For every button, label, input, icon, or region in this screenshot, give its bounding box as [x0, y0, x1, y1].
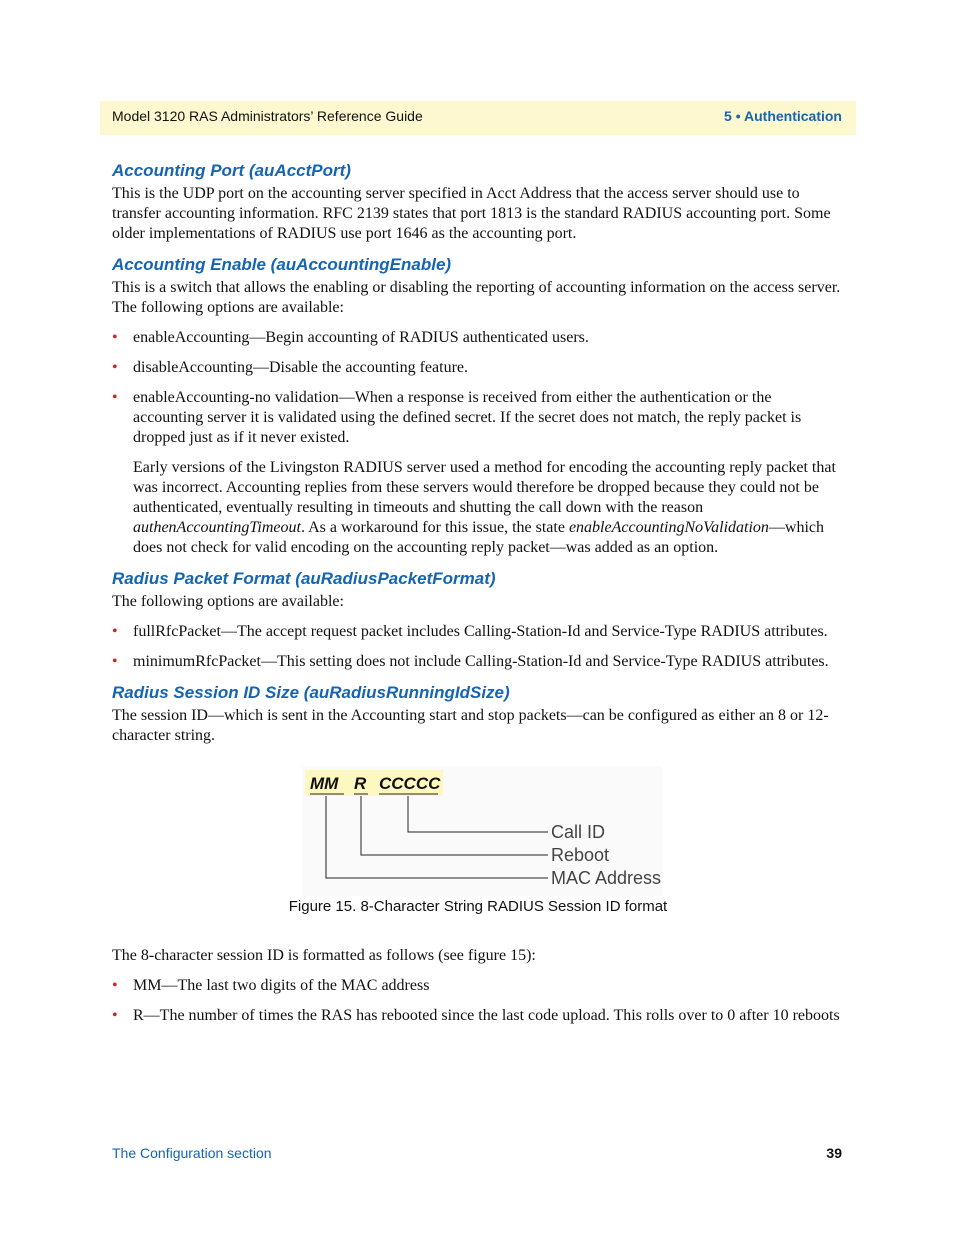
heading-accounting-port: Accounting Port (auAcctPort)	[112, 161, 351, 180]
chapter-label: 5 • Authentication	[724, 108, 842, 124]
body-session-format: The 8-character session ID is formatted as follows (see figure 15):	[112, 947, 536, 964]
list-item: • enableAccounting—Begin accounting of RADIUS authenticated users.	[112, 329, 589, 346]
packet-format-list	[112, 622, 844, 672]
code-mm: MM	[310, 774, 339, 793]
footer-section-label: The Configuration section	[112, 1145, 272, 1161]
figure-caption: Figure 15. 8-Character String RADIUS Session ID format	[288, 898, 668, 915]
list-item: • enableAccounting-no validation—When a response is received from either the authentication or the accounting server it is validated using the defined secret. If the secret does not match, the reply packet is dropped just as if it never existed.	[112, 389, 802, 446]
code-ccccc: CCCCC	[379, 774, 441, 793]
bullet-icon: •	[112, 977, 118, 994]
page-header	[100, 101, 856, 135]
section-session-id-size	[112, 682, 844, 746]
body-accounting-enable: This is a switch that allows the enabling or disabling the reporting of accounting information on the access server. The following options are available:	[112, 279, 841, 316]
section-radius-packet-format	[112, 568, 844, 672]
section-accounting-port	[112, 160, 844, 244]
page-number: 39	[826, 1145, 842, 1161]
code-r: R	[354, 774, 367, 793]
guide-title: Model 3120 RAS Administrators’ Reference Guide	[112, 108, 423, 124]
heading-accounting-enable: Accounting Enable (auAccountingEnable)	[112, 255, 452, 274]
heading-session-id-size: Radius Session ID Size (auRadiusRunningIdSize)	[112, 683, 510, 702]
list-item: • fullRfcPacket—The accept request packet includes Calling-Station-Id and Service-Type RADIUS attributes.	[112, 623, 828, 640]
list-item: • minimumRfcPacket—This setting does not include Calling-Station-Id and Service-Type RADIUS attributes.	[112, 653, 829, 670]
accounting-options-list	[112, 328, 844, 448]
body-radius-packet-format: The following options are available:	[112, 593, 344, 610]
figure-session-id	[112, 746, 844, 946]
bullet-icon: •	[112, 389, 118, 406]
list-item: • disableAccounting—Disable the accounting feature.	[112, 359, 468, 376]
label-mac-address: MAC Address	[551, 868, 662, 888]
bullet-icon: •	[112, 329, 118, 346]
session-id-diagram	[302, 766, 662, 896]
label-reboot: Reboot	[551, 845, 610, 865]
label-call-id: Call ID	[551, 822, 606, 842]
bullet-icon: •	[112, 1007, 118, 1024]
section-session-format	[112, 946, 844, 1026]
session-format-list	[112, 976, 844, 1026]
livingston-note: Early versions of the Livingston RADIUS server used a method for encoding the accounting reply packet that was incorrect. Accounting replies from these servers would therefore be dropped because they could not be authenticated, eventually resulting in timeouts and shutting the call down with the reason authenAccountingTimeout. As a workaround for this issue, the state enableAccountingNoValidation—which does not check for valid encoding on the accounting reply packet—was added as an option.	[133, 459, 836, 556]
bullet-icon: •	[112, 359, 118, 376]
page-content	[112, 160, 844, 1026]
heading-radius-packet-format: Radius Packet Format (auRadiusPacketFormat)	[112, 569, 496, 588]
body-session-id-size: The session ID—which is sent in the Accounting start and stop packets—can be configured as either an 8 or 12-character string.	[112, 707, 829, 744]
bullet-icon: •	[112, 623, 118, 640]
list-item: • MM—The last two digits of the MAC address	[112, 977, 430, 994]
section-accounting-enable	[112, 254, 844, 558]
body-accounting-port: This is the UDP port on the accounting server specified in Acct Address that the access server should use to transfer accounting information. RFC 2139 states that port 1813 is the standard RADIUS accounting port. Some older implementations of RADIUS use port 1646 as the accounting port.	[112, 185, 831, 242]
list-item: • R—The number of times the RAS has rebooted since the last code upload. This rolls over to 0 after 10 reboots	[112, 1007, 840, 1024]
bullet-icon: •	[112, 653, 118, 670]
